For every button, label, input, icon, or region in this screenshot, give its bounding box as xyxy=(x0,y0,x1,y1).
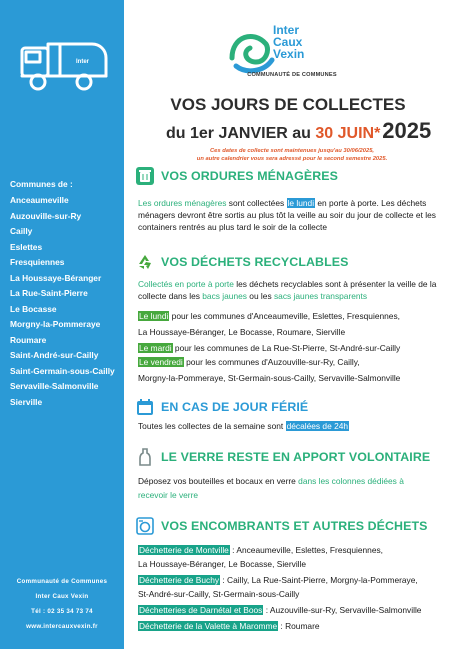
dump-line: La Houssaye-Béranger, Le Bocasse, Sierville xyxy=(138,559,307,569)
list-item: Cailly xyxy=(10,226,33,236)
recycle-icon xyxy=(136,253,154,271)
collection-day-badge: le lundi xyxy=(287,198,315,208)
logo-text-line2: Caux xyxy=(273,35,303,49)
section-title: LE VERRE RESTE EN APPORT VOLONTAIRE xyxy=(161,450,431,464)
text-fragment: pour les communes d'Auzouville-sur-Ry, Cailly, xyxy=(183,357,360,367)
list-item: Servaville-Salmonville xyxy=(10,381,99,391)
schedule-line xyxy=(138,356,360,368)
list-item: Anceaumeville xyxy=(10,195,69,205)
list-item: La Rue-Saint-Pierre xyxy=(10,288,88,298)
household-waste-label: Les ordures ménagères xyxy=(138,198,227,208)
text-fragment: les déchets recyclables sont à présenter la veille de la collecte dans les xyxy=(138,279,437,302)
note-line2: un autre calendrier vous sera adressé pour le second semestre 2025. xyxy=(196,156,388,162)
contact-org-name: Inter Caux Vexin xyxy=(35,593,89,600)
list-item: Auzouville-sur-Ry xyxy=(10,210,82,221)
text-fragment: sont collectées xyxy=(226,198,287,208)
trash-bin-icon xyxy=(136,167,154,185)
yellow-bags-label: sacs jaunes transparents xyxy=(273,291,368,302)
sidebar xyxy=(0,0,124,649)
section-text: recevoir le verre xyxy=(138,490,199,500)
day-badge-friday: Le vendredi xyxy=(139,357,183,367)
list-item: La Houssaye-Béranger xyxy=(10,272,102,283)
list-item: Eslettes xyxy=(10,241,43,252)
text-fragment: dans les colonnes dédiées à xyxy=(298,476,404,486)
list-item: Le Bocasse xyxy=(10,303,57,314)
text-fragment: : Anceaumeville, Eslettes, Fresquiennes, xyxy=(229,545,383,555)
section-text xyxy=(138,197,440,234)
dump-montville: Déchetterie de Montville xyxy=(139,545,229,555)
delay-badge: décalées de 24h xyxy=(286,421,349,431)
text-fragment: pour les communes d'Anceaumeville, Eslettes, Fresquiennes, xyxy=(169,311,400,321)
section-title: VOS ENCOMBRANTS ET AUTRES DÉCHETS xyxy=(161,519,428,533)
schedule-line: La Houssaye-Béranger, Le Bocasse, Roumare, Sierville xyxy=(138,327,346,337)
section-text xyxy=(138,278,440,302)
section-household-waste xyxy=(136,167,338,185)
schedule-line xyxy=(138,310,400,322)
contact-phone: Tél : 02 35 34 73 74 xyxy=(31,608,93,615)
logo-text-line1: Inter xyxy=(273,23,300,37)
section-text xyxy=(138,475,404,487)
text-fragment: : Auzouville-sur-Ry, Servaville-Salmonville xyxy=(263,605,422,615)
year: 2025 xyxy=(382,118,432,143)
dump-line xyxy=(138,620,320,632)
text-fragment: : Cailly, La Rue-Saint-Pierre, Morgny-la-Pommeraye, xyxy=(220,575,418,585)
contact-org: Communauté de Communes xyxy=(16,578,108,585)
dump-line xyxy=(138,544,383,556)
yellow-bins-label: bacs jaunes xyxy=(202,291,247,302)
communes-title: Communes de : xyxy=(10,179,73,189)
schedule-line xyxy=(138,342,400,354)
text-fragment: : Roumare xyxy=(278,621,320,631)
list-item: Saint-Germain-sous-Cailly xyxy=(10,365,115,376)
dump-valette-maromme: Déchetterie de la Valette à Maromme xyxy=(139,621,278,631)
list-item: Sierville xyxy=(10,396,43,407)
date-prefix: du 1er JANVIER au xyxy=(166,125,316,142)
dump-buchy: Déchetterie de Buchy xyxy=(139,575,220,585)
list-item: Roumare xyxy=(10,334,47,345)
day-badge-tuesday: Le mardi xyxy=(139,343,172,353)
text-fragment: pour les communes de La Rue-St-Pierre, St-André-sur-Cailly xyxy=(172,343,401,353)
section-bulky-waste xyxy=(136,517,428,535)
dump-line xyxy=(138,574,418,586)
text-fragment: en porte à porte. Les déchets ménagers devront être sortis au plus tôt la veille au soir du jour de collecte et les containers rentrés au plus tard le soir de la collecte xyxy=(138,198,436,233)
contact-block xyxy=(0,574,124,634)
section-text xyxy=(138,420,349,432)
garbage-truck-icon xyxy=(18,30,110,96)
validity-note xyxy=(164,147,420,163)
date-end: 30 JUIN* xyxy=(315,125,381,142)
glass-bottle-icon xyxy=(136,448,154,466)
logo-text-line3: Vexin xyxy=(273,47,305,61)
date-range xyxy=(166,118,431,144)
svg-text:Inter: Inter xyxy=(76,59,90,65)
text-fragment: Toutes les collectes de la semaine sont xyxy=(138,421,286,431)
washing-machine-icon xyxy=(136,517,154,535)
page-title: VOS JOURS DE COLLECTES xyxy=(170,95,406,114)
list-item: Morgny-la-Pommeraye xyxy=(10,319,101,329)
section-title: VOS DÉCHETS RECYCLABLES xyxy=(161,255,349,269)
section-recyclables xyxy=(136,253,349,271)
dump-line xyxy=(138,604,421,616)
calendar-icon xyxy=(136,398,154,416)
contact-website[interactable]: www.intercauxvexin.fr xyxy=(26,623,98,630)
note-line1: Ces dates de collecte sont maintenues jusqu'au 30/06/2025, xyxy=(209,148,375,154)
list-item: Saint-André-sur-Cailly xyxy=(10,350,99,360)
text-fragment: Collectés en porte à porte xyxy=(138,279,234,289)
dump-darnetal-boos: Déchetteries de Darnétal et Boos xyxy=(139,605,263,615)
schedule-line: Morgny-la-Pommeraye, St-Germain-sous-Cailly, Servaville-Salmonville xyxy=(138,373,401,383)
day-badge-monday: Le lundi xyxy=(139,311,169,321)
dump-line: St-André-sur-Cailly, St-Germain-sous-Cailly xyxy=(138,589,300,599)
communes-list xyxy=(10,193,115,410)
section-glass xyxy=(136,448,430,466)
logo-subtitle: COMMUNAUTÉ DE COMMUNES xyxy=(247,72,337,78)
section-holiday xyxy=(136,398,308,416)
section-title: VOS ORDURES MÉNAGÈRES xyxy=(161,169,338,183)
list-item: Fresquiennes xyxy=(10,257,65,267)
text-fragment: ou les xyxy=(246,291,274,302)
text-fragment: Déposez vos bouteilles et bocaux en verre xyxy=(138,476,299,486)
section-title: EN CAS DE JOUR FÉRIÉ xyxy=(161,400,309,414)
